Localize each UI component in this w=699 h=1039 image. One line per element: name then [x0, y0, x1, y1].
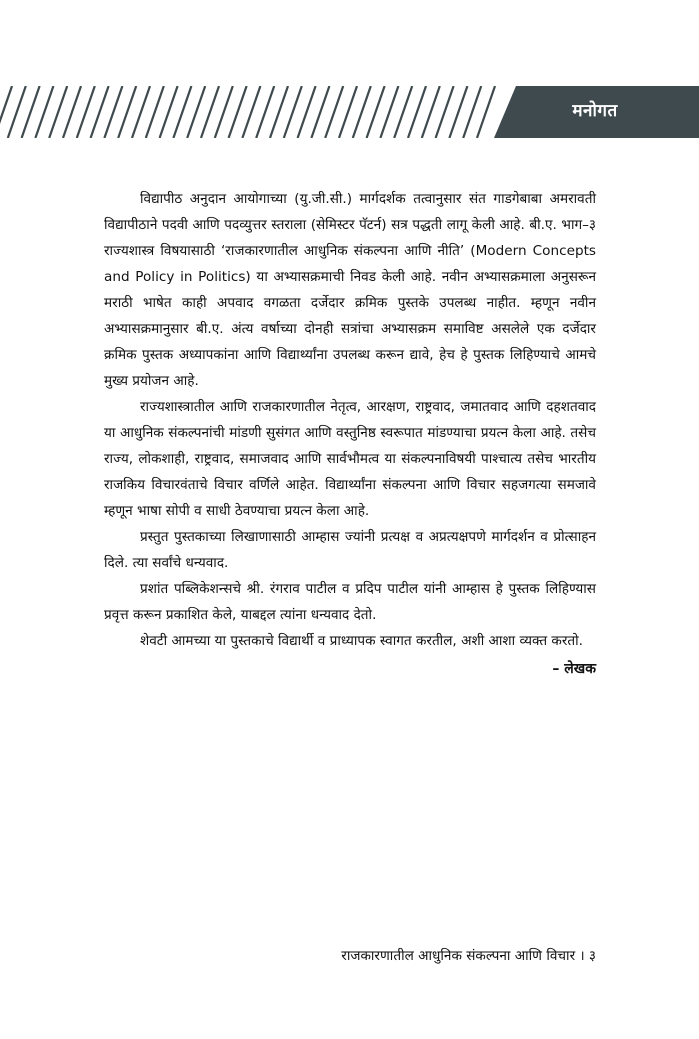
hatch-stripe — [380, 86, 398, 138]
hatch-stripe — [146, 86, 164, 138]
hatch-stripe — [118, 86, 136, 138]
hatch-stripe — [201, 86, 219, 138]
hatch-stripe — [477, 86, 495, 138]
hatch-stripe — [242, 86, 260, 138]
hatch-stripe — [298, 86, 316, 138]
hatch-stripe — [270, 86, 288, 138]
running-footer: राजकारणातील आधुनिक संकल्पना आणि विचार । ३ — [341, 948, 596, 964]
hatch-stripe — [104, 86, 122, 138]
paragraph-intro: विद्यापीठ अनुदान आयोगाच्या (यु.जी.सी.) मार्गदर्शक तत्वानुसार संत गाडगेबाबा अमरावती विद्यापीठाने पदवी आणि पदव्युत्तर स्तराला (सेमिस्टर पॅटर्न) सत्र पद्धती लागू केली आहे. बी.ए. भाग–३ राज्यशास्त्र विषयासाठी ‘राजकारणातील आधुनिक संकल्पना आणि नीति’ (Modern Concepts and Policy in Politics) या अभ्यासक्रमाची निवड केली आहे. नवीन अभ्यासक्रमाला अनुसरून मराठी भाषेत काही अपवाद वगळता दर्जेदार क्रमिक पुस्तके उपलब्ध नाहीत. म्हणून नवीन अभ्यासक्रमानुसार बी.ए. अंत्य वर्षाच्या दोनही सत्रांचा अभ्यासक्रम समाविष्ट असलेले एक दर्जेदार क्रमिक पुस्तक अध्यापकांना आणि विद्यार्थ्यांना उपलब्ध करून द्यावे, हेच हे पुस्तक लिहिण्याचे आमचे मुख्य प्रयोजन आहे. — [104, 191, 596, 389]
hatch-stripe — [367, 86, 385, 138]
hatch-stripe — [35, 86, 53, 138]
hatch-stripe — [436, 86, 454, 138]
hatch-stripe — [256, 86, 274, 138]
hatch-stripe — [77, 86, 95, 138]
hatch-stripe — [173, 86, 191, 138]
hatch-stripe — [215, 86, 233, 138]
author-signature: – लेखक — [552, 661, 596, 677]
paragraph-closing: शेवटी आमच्या या पुस्तकाचे विद्यार्थी व प्राध्यापक स्वागत करतील, अशी आशा व्यक्त करतो. — [140, 633, 583, 649]
hatch-stripe — [422, 86, 440, 138]
hatch-stripe — [325, 86, 343, 138]
hatch-stripe — [22, 86, 40, 138]
hatch-stripe — [229, 86, 247, 138]
paragraph-concepts: राज्यशास्त्रातील आणि राजकारणातील नेतृत्व, आरक्षण, राष्ट्रवाद, जमातवाद आणि दहशतवाद या आधुनिक संकल्पनांची मांडणी सुसंगत आणि वस्तुनिष्ठ स्वरूपात मांडण्याचा प्रयत्न केला आहे. तसेच राज्य, लोकशाही, राष्ट्रवाद, समाजवाद आणि सार्वभौमत्व या संकल्पनाविषयी पाश्चात्य तसेच भारतीय राजकिय विचारवंताचे विचार वर्णिले आहेत. विद्यार्थ्यांना संकल्पना आणि विचार सहजगत्या समजावे म्हणून भाषा सोपी व साधी ठेवण्याचा प्रयत्न केला आहे. — [104, 399, 596, 519]
paragraph-acknowledgement: प्रस्तुत पुस्तकाच्या लिखाणासाठी आम्हास ज्यांनी प्रत्यक्ष व अप्रत्यक्षपणे मार्गदर्शन व प्रोत्साहन दिले. त्या सर्वांचे धन्यवाद. — [104, 529, 596, 571]
hatch-stripe — [311, 86, 329, 138]
hatch-stripe — [8, 86, 26, 138]
preface-body — [104, 186, 596, 682]
hatch-stripe — [449, 86, 467, 138]
hatch-stripe — [160, 86, 178, 138]
hatch-stripe — [284, 86, 302, 138]
hatch-stripe — [49, 86, 67, 138]
hatch-stripe — [63, 86, 81, 138]
hatch-stripe — [463, 86, 481, 138]
hatch-stripe — [353, 86, 371, 138]
hatch-stripe — [187, 86, 205, 138]
hatch-stripe — [394, 86, 412, 138]
hatch-stripe — [408, 86, 426, 138]
paragraph-publisher-thanks: प्रशांत पब्लिकेशन्सचे श्री. रंगराव पाटील व प्रदिप पाटील यांनी आम्हास हे पुस्तक लिहिण्यास प्रवृत्त करून प्रकाशित केले, याबद्दल त्यांना धन्यवाद देतो. — [104, 581, 596, 623]
hatch-stripe — [132, 86, 150, 138]
hatch-stripe — [339, 86, 357, 138]
hatch-stripe — [91, 86, 109, 138]
page-title: मनोगत — [572, 101, 618, 121]
